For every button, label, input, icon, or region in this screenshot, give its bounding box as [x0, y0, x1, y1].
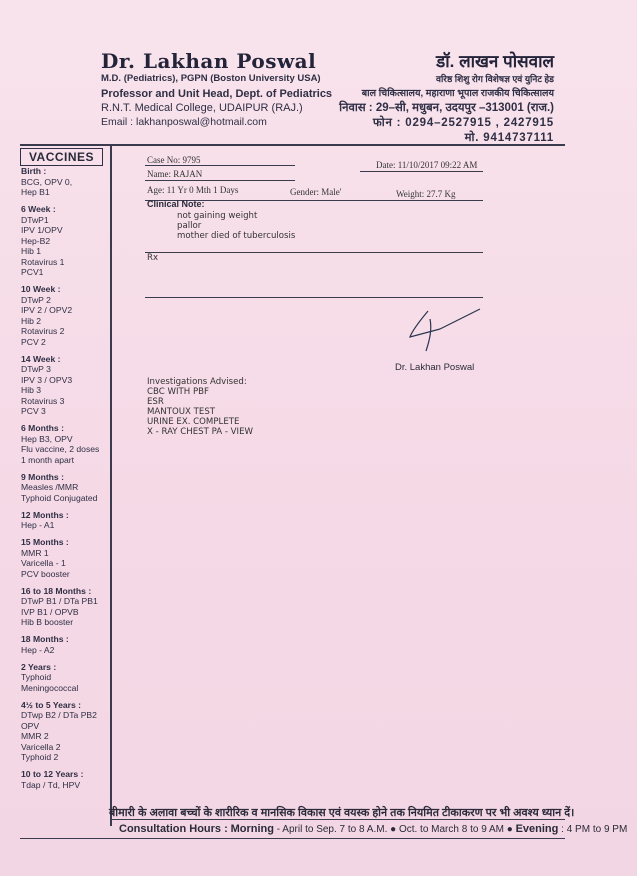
date-underline: [360, 171, 483, 172]
evening-label: Evening: [515, 823, 559, 835]
morning-hours: - April to Sep. 7 to 8 A.M. ● Oct. to March 8 to 9 AM ●: [273, 824, 516, 835]
investigations-list: [147, 387, 253, 437]
vaccine-group-heading: 6 Week :: [21, 204, 56, 214]
qualifications: M.D. (Pediatrics), PGPN (Boston University USA): [101, 73, 321, 84]
clinical-note-item: not gaining weight: [177, 211, 258, 221]
patient-weight: Weight: 27.7 Kg: [396, 189, 456, 199]
vaccine-item: Hib 1: [21, 246, 42, 256]
vaccine-group: [21, 586, 113, 628]
vaccine-item: Typhoid: [21, 672, 52, 682]
vaccine-item: PCV 2: [21, 336, 46, 347]
vaccine-item: Rotavirus 1: [21, 256, 65, 267]
investigations-title: Investigations Advised:: [147, 377, 247, 387]
clinical-note-item: mother died of tuberculosis: [177, 231, 296, 241]
vaccine-item: Hib 3: [21, 385, 42, 395]
vaccine-item: DTwP1: [21, 214, 49, 225]
vaccine-item: Flu vaccine, 2 doses: [21, 444, 100, 454]
vaccine-item: DTwP B1 / DTa PB1: [21, 596, 98, 606]
consultation-hours: [119, 823, 627, 835]
vaccine-item: Hep-B2: [21, 235, 51, 246]
patient-name: Name: RAJAN: [147, 169, 203, 179]
header-rule: [20, 144, 565, 146]
hindi-phone: फोन : 0294–2527915 , 2427915: [372, 117, 554, 129]
rx-bottom-rule: [145, 297, 483, 298]
vaccine-group: [21, 354, 113, 417]
vaccine-schedule-list: [21, 166, 113, 797]
doctor-name: Dr. Lakhan Poswal: [101, 49, 317, 73]
case-number: Case No: 9795: [147, 155, 201, 165]
vaccine-group: [21, 662, 113, 694]
vaccine-item: OPV: [21, 720, 40, 731]
vaccine-item: IVP B1 / OPVB: [21, 606, 79, 617]
vaccine-item: Tdap / Td, HPV: [21, 779, 81, 790]
vaccine-item: Varicella 2: [21, 741, 61, 752]
designation: Professor and Unit Head, Dept. of Pediatrics: [101, 88, 333, 100]
vaccine-item: IPV 1/OPV: [21, 225, 63, 235]
vaccine-group: [21, 769, 113, 790]
vaccine-group: [21, 537, 113, 579]
rx-label: Rx: [147, 253, 159, 263]
vaccine-group-heading: 10 to 12 Years :: [21, 769, 84, 779]
investigation-item: X - RAY CHEST PA - VIEW: [147, 427, 254, 437]
vaccine-item: DTwP 2: [21, 294, 51, 305]
vaccine-group-heading: 16 to 18 Months :: [21, 585, 92, 596]
vaccine-item: Typhoid 2: [21, 752, 59, 762]
clinical-note-title: Clinical Note:: [147, 199, 205, 209]
vaccine-item: Hep - A1: [21, 520, 55, 530]
vaccine-item: Rotavirus 2: [21, 326, 65, 336]
vaccine-group-heading: 9 Months :: [21, 471, 64, 482]
vaccines-title: VACCINES: [20, 148, 103, 166]
vaccine-group-heading: 18 Months :: [21, 634, 69, 644]
name-underline: [145, 180, 295, 181]
vaccine-item: MMR 2: [21, 731, 49, 741]
vaccine-item: Meningococcal: [21, 682, 79, 693]
vaccine-group: [21, 510, 113, 531]
visit-date: Date: 11/10/2017 09:22 AM: [376, 160, 478, 170]
vaccine-group: [21, 634, 113, 655]
hours-label: Consultation Hours :: [119, 823, 228, 835]
footer-hindi-note: बीमारी के अलावा बच्चों के शारीरिक व मानसिक विकास एवं वयस्क होने तक नियमित टीकाकरण पर भी अवश्य ध्यान दें।: [109, 807, 575, 819]
vaccine-group: [21, 166, 113, 198]
vaccine-item: PCV booster: [21, 568, 70, 579]
vaccine-group-heading: 10 Week :: [21, 284, 61, 294]
vaccine-group-heading: 12 Months :: [21, 509, 69, 520]
investigation-item: ESR: [147, 397, 164, 407]
clinical-note-item: pallor: [177, 221, 202, 231]
hindi-address: निवास : 29–सी, मधुबन, उदयपुर –313001 (राज.): [339, 102, 554, 114]
vaccine-group-heading: 2 Years :: [21, 661, 57, 672]
rx-top-rule: [145, 252, 483, 253]
morning-label: Morning: [230, 823, 274, 835]
patient-age: Age: 11 Yr 0 Mth 1 Days: [147, 185, 239, 195]
vaccine-item: Rotavirus 3: [21, 395, 65, 406]
vaccine-item: Hep B1: [21, 187, 50, 197]
hindi-designation: वरिष्ठ शिशु रोग विशेषज्ञ एवं युनिट हेड: [435, 74, 554, 84]
vaccine-item: DTwP 3: [21, 364, 51, 374]
signature-name: Dr. Lakhan Poswal: [395, 362, 475, 373]
vaccine-group: [21, 700, 113, 763]
vaccine-group-heading: Birth :: [21, 166, 47, 176]
clinical-notes: [177, 211, 295, 241]
vaccine-item: Hep - A2: [21, 644, 55, 655]
vaccine-item: 1 month apart: [21, 454, 75, 465]
signature-mark: [400, 305, 485, 357]
bottom-rule: [20, 838, 565, 839]
investigation-item: CBC WITH PBF: [147, 387, 209, 397]
vaccine-group: [21, 204, 113, 278]
vaccine-item: PCV 3: [21, 406, 46, 416]
vaccine-item: IPV 3 / OPV3: [21, 374, 73, 385]
investigation-item: MANTOUX TEST: [147, 407, 216, 417]
vaccine-item: MMR 1: [21, 547, 49, 558]
vaccine-item: Typhoid Conjugated: [21, 492, 98, 503]
vaccine-item: Varicella - 1: [21, 558, 66, 568]
vaccine-item: Hep B3, OPV: [21, 433, 73, 444]
email[interactable]: Email : lakhanposwal@hotmail.com: [101, 116, 267, 128]
vaccine-item: Hib B booster: [21, 617, 74, 627]
footer-rule: [110, 819, 565, 820]
vaccine-group: [21, 284, 113, 347]
vaccine-group-heading: 14 Week :: [21, 353, 61, 364]
vaccine-group: [21, 472, 113, 504]
case-underline: [145, 165, 295, 166]
vaccine-item: IPV 2 / OPV2: [21, 305, 73, 315]
vaccine-item: DTwp B2 / DTa PB2: [21, 710, 97, 720]
hindi-hospital: बाल चिकित्सालय, महाराणा भूपाल राजकीय चिकित्सालय: [361, 88, 554, 99]
college: R.N.T. Medical College, UDAIPUR (RAJ.): [101, 102, 303, 114]
vaccine-item: Measles /MMR: [21, 482, 79, 492]
vaccine-group: [21, 423, 113, 465]
doctor-name-hindi: डॉ. लाखन पोसवाल: [436, 52, 554, 71]
vaccine-group-heading: 6 Months :: [21, 423, 64, 433]
investigation-item: URINE EX. COMPLETE: [147, 417, 240, 427]
vaccine-group-heading: 4½ to 5 Years :: [21, 699, 82, 710]
hindi-mobile: मो. 9414737111: [464, 132, 554, 144]
patient-gender: Gender: Male': [290, 187, 342, 197]
vaccine-group-heading: 15 Months :: [21, 537, 69, 547]
evening-hours: : 4 PM to 9 PM: [558, 824, 628, 835]
vaccine-item: BCG, OPV 0,: [21, 176, 73, 187]
vaccine-item: Hib 2: [21, 315, 42, 326]
vaccine-item: PCV1: [21, 267, 44, 277]
